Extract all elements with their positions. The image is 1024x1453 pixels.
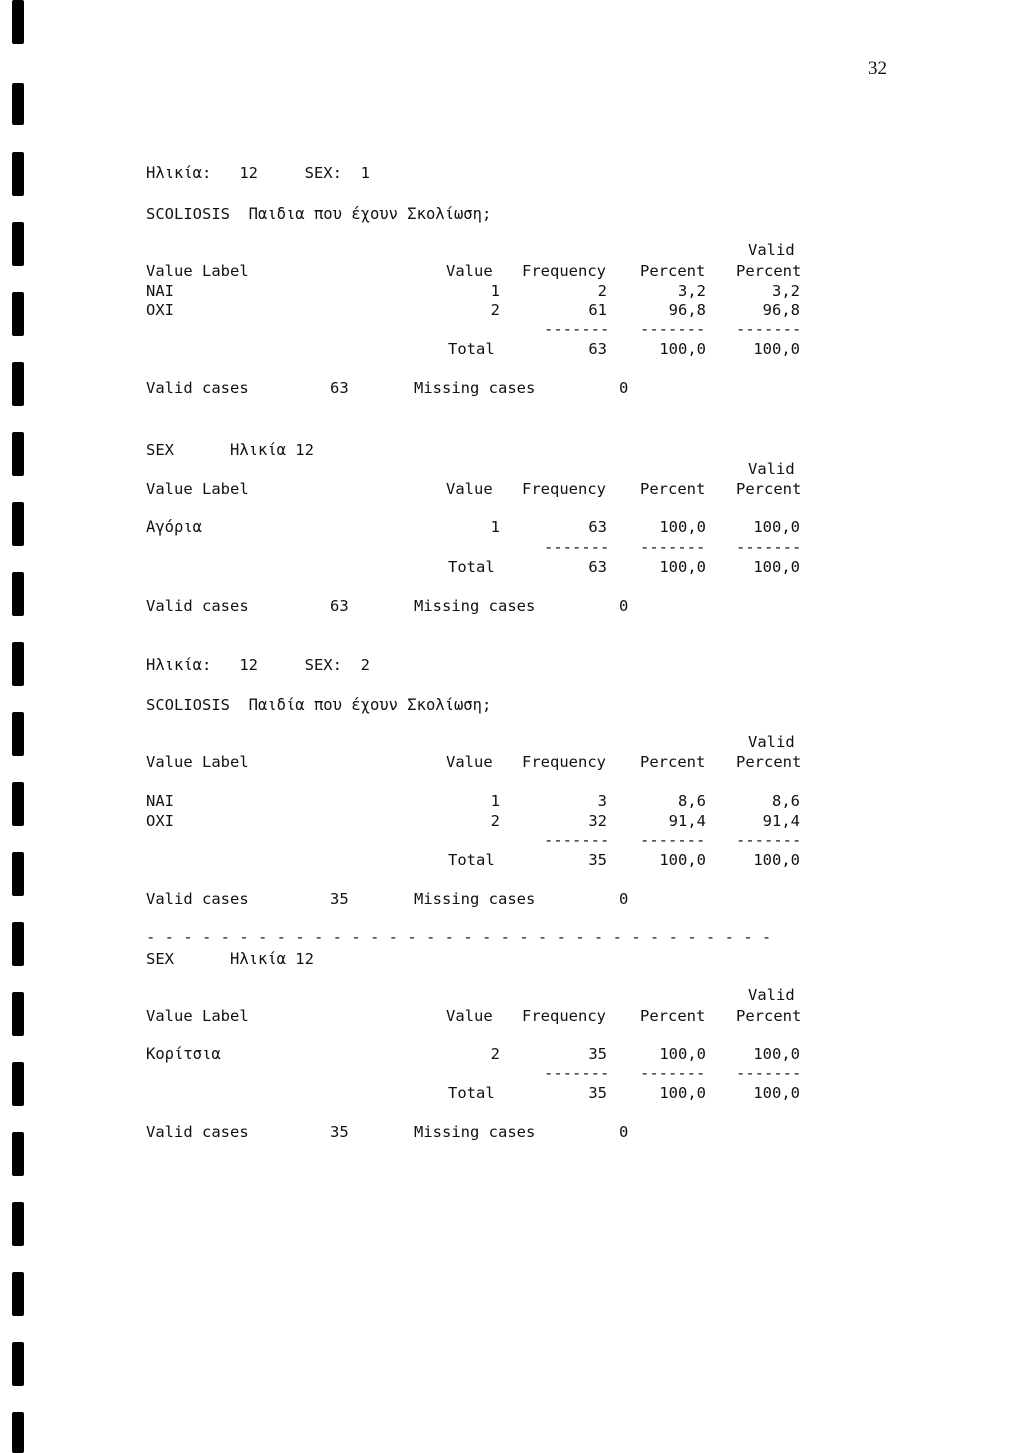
total-percent: 100,0 (659, 1084, 706, 1102)
binding-mark (12, 1342, 24, 1386)
missing-cases-value: 0 (619, 379, 629, 397)
missing-cases-value: 0 (619, 890, 629, 908)
row-frequency: 32 (588, 812, 607, 830)
row-value: 1 (490, 282, 500, 300)
binding-mark (12, 432, 24, 476)
binding-mark (12, 572, 24, 616)
separator: ------- (736, 538, 802, 556)
col-valid: Valid (748, 986, 795, 1004)
binding-marks (0, 0, 40, 1453)
binding-mark (12, 83, 24, 125)
valid-cases-label: Valid cases (146, 597, 249, 615)
missing-cases-label: Missing cases (414, 890, 536, 908)
total-valid-percent: 100,0 (753, 558, 800, 576)
row-value: 2 (490, 301, 500, 319)
row-value: 1 (490, 518, 500, 536)
section-header: SEX Ηλικία 12 (146, 441, 314, 459)
variable-line: SCOLIOSIS Παιδία που έχουν Σκολίωση; (146, 696, 492, 714)
total-percent: 100,0 (659, 340, 706, 358)
binding-mark (12, 712, 24, 756)
col-valid: Valid (748, 241, 795, 259)
section-header: Ηλικία: 12 SEX: 1 (146, 164, 370, 182)
total-label: Total (448, 851, 495, 869)
row-percent: 3,2 (678, 282, 706, 300)
col-valid-percent: Percent (736, 262, 802, 280)
separator: ------- (544, 538, 610, 556)
col-valid-percent: Percent (736, 480, 802, 498)
row-label: OXI (146, 301, 174, 319)
binding-mark (12, 782, 24, 826)
valid-cases-label: Valid cases (146, 1123, 249, 1141)
row-percent: 100,0 (659, 518, 706, 536)
total-valid-percent: 100,0 (753, 851, 800, 869)
separator: ------- (736, 1064, 802, 1082)
binding-mark (12, 992, 24, 1036)
binding-mark (12, 1412, 24, 1453)
missing-cases-label: Missing cases (414, 1123, 536, 1141)
col-valid: Valid (748, 460, 795, 478)
row-frequency: 3 (597, 792, 607, 810)
separator: ------- (640, 320, 706, 338)
page-divider: - - - - - - - - - - - - - - - - - - - - - - - - - - - - - - - - - - (146, 928, 772, 946)
binding-mark (12, 1272, 24, 1316)
page-number: 32 (868, 58, 887, 79)
row-label: Κορίτσια (146, 1045, 221, 1063)
row-label: NAI (146, 282, 174, 300)
total-frequency: 63 (588, 558, 607, 576)
binding-mark (12, 0, 24, 44)
row-label: NAI (146, 792, 174, 810)
row-valid-percent: 96,8 (762, 301, 800, 319)
row-percent: 100,0 (659, 1045, 706, 1063)
row-valid-percent: 100,0 (753, 1045, 800, 1063)
missing-cases-value: 0 (619, 597, 629, 615)
separator: ------- (544, 1064, 610, 1082)
row-frequency: 35 (588, 1045, 607, 1063)
col-value-label: Value Label (146, 480, 249, 498)
col-value: Value (446, 1007, 493, 1025)
separator: ------- (736, 320, 802, 338)
separator: ------- (736, 831, 802, 849)
separator: ------- (640, 1064, 706, 1082)
col-percent: Percent (640, 1007, 706, 1025)
total-label: Total (448, 1084, 495, 1102)
total-valid-percent: 100,0 (753, 1084, 800, 1102)
col-frequency: Frequency (522, 1007, 606, 1025)
row-valid-percent: 8,6 (772, 792, 800, 810)
total-percent: 100,0 (659, 558, 706, 576)
binding-mark (12, 1062, 24, 1106)
binding-mark (12, 1132, 24, 1176)
valid-cases-value: 35 (330, 890, 349, 908)
col-frequency: Frequency (522, 753, 606, 771)
col-value: Value (446, 480, 493, 498)
valid-cases-value: 63 (330, 379, 349, 397)
total-frequency: 35 (588, 851, 607, 869)
separator: ------- (640, 831, 706, 849)
row-frequency: 61 (588, 301, 607, 319)
missing-cases-label: Missing cases (414, 379, 536, 397)
valid-cases-label: Valid cases (146, 379, 249, 397)
col-valid-percent: Percent (736, 1007, 802, 1025)
separator: ------- (544, 831, 610, 849)
row-value: 2 (490, 812, 500, 830)
binding-mark (12, 152, 24, 196)
col-valid: Valid (748, 733, 795, 751)
row-percent: 91,4 (668, 812, 706, 830)
row-percent: 8,6 (678, 792, 706, 810)
col-frequency: Frequency (522, 262, 606, 280)
col-value-label: Value Label (146, 262, 249, 280)
binding-mark (12, 502, 24, 546)
col-frequency: Frequency (522, 480, 606, 498)
col-valid-percent: Percent (736, 753, 802, 771)
total-frequency: 35 (588, 1084, 607, 1102)
row-value: 2 (490, 1045, 500, 1063)
section-header: Ηλικία: 12 SEX: 2 (146, 656, 370, 674)
valid-cases-value: 35 (330, 1123, 349, 1141)
row-frequency: 63 (588, 518, 607, 536)
binding-mark (12, 642, 24, 686)
valid-cases-label: Valid cases (146, 890, 249, 908)
row-valid-percent: 91,4 (762, 812, 800, 830)
total-valid-percent: 100,0 (753, 340, 800, 358)
col-value-label: Value Label (146, 753, 249, 771)
missing-cases-value: 0 (619, 1123, 629, 1141)
col-percent: Percent (640, 480, 706, 498)
separator: ------- (640, 538, 706, 556)
separator: ------- (544, 320, 610, 338)
total-percent: 100,0 (659, 851, 706, 869)
col-value: Value (446, 262, 493, 280)
section-header: SEX Ηλικία 12 (146, 950, 314, 968)
col-percent: Percent (640, 753, 706, 771)
row-percent: 96,8 (668, 301, 706, 319)
variable-line: SCOLIOSIS Παιδια που έχουν Σκολίωση; (146, 205, 492, 223)
col-percent: Percent (640, 262, 706, 280)
row-value: 1 (490, 792, 500, 810)
row-frequency: 2 (597, 282, 607, 300)
binding-mark (12, 1202, 24, 1246)
col-value: Value (446, 753, 493, 771)
valid-cases-value: 63 (330, 597, 349, 615)
binding-mark (12, 852, 24, 896)
binding-mark (12, 362, 24, 406)
row-valid-percent: 3,2 (772, 282, 800, 300)
row-valid-percent: 100,0 (753, 518, 800, 536)
total-label: Total (448, 340, 495, 358)
row-label: OXI (146, 812, 174, 830)
binding-mark (12, 922, 24, 966)
binding-mark (12, 292, 24, 336)
total-label: Total (448, 558, 495, 576)
binding-mark (12, 222, 24, 266)
row-label: Αγόρια (146, 518, 202, 536)
col-value-label: Value Label (146, 1007, 249, 1025)
missing-cases-label: Missing cases (414, 597, 536, 615)
total-frequency: 63 (588, 340, 607, 358)
